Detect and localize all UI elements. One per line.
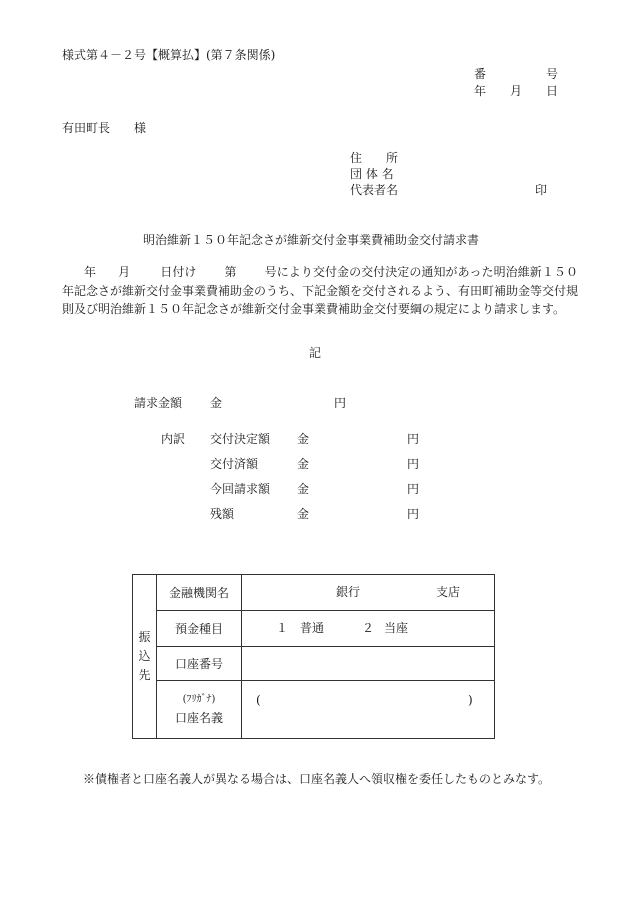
breakdown-item-name: 残額 (210, 507, 235, 521)
body-dai: 第 (224, 265, 237, 279)
breakdown-item-yen: 円 (407, 482, 420, 496)
account-number-label: 口座番号 (157, 647, 242, 681)
breakdown-item-name: 交付済額 (210, 457, 259, 471)
request-amount-label: 請求金額 (134, 396, 183, 410)
side-char: 振 (138, 630, 151, 644)
transfer-destination-label (133, 575, 157, 739)
account-holder-label: 口座名義 (174, 710, 223, 725)
branch-suffix: 支店 (436, 585, 461, 599)
breakdown-item-yen: 円 (407, 507, 420, 521)
ki-mark: 記 (309, 346, 322, 360)
request-yen: 円 (334, 396, 347, 410)
bank-suffix: 銀行 (336, 585, 361, 599)
body-rest: 号により交付金の交付決定の通知があった明治維新１５０年記念さが維新交付金事業費補助金のうち、下記金額を交付されるよう、有田町補助金等交付規則及び明治維新１５０年記念さが維新交付金事業費補助金交付要綱の規定により請求します。 (62, 265, 579, 316)
option-ordinary-number: １ (276, 621, 289, 635)
date-year-label: 年 (474, 84, 487, 98)
breakdown-label: 内訳 (161, 432, 186, 446)
breakdown-item-yen: 円 (407, 457, 420, 471)
furigana-paren-close: ) (468, 693, 473, 707)
number-ban-label: 番 (474, 67, 487, 81)
option-current: 当座 (384, 621, 409, 635)
bank-transfer-table (132, 574, 495, 739)
addressee-name: 有田町長 (62, 121, 111, 135)
side-char: 先 (138, 668, 151, 682)
institution-cell[interactable] (242, 575, 495, 611)
footnote: ※債権者と口座名義人が異なる場合は、口座名義人へ領収権を委任したものとみなす。 (83, 772, 551, 786)
furigana-label: (ﾌﾘｶﾞﾅ) (182, 693, 216, 705)
date-day-label: 日 (546, 84, 559, 98)
side-char: 込 (138, 649, 151, 663)
body-year: 年 (84, 265, 97, 279)
body-dated: 日付け (160, 265, 197, 279)
deposit-type-cell[interactable] (242, 611, 495, 647)
option-current-number: ２ (362, 621, 375, 635)
body-paragraph (62, 263, 578, 319)
furigana-paren-open: ( (256, 693, 261, 707)
breakdown-item-kin: 金 (297, 482, 310, 496)
deposit-type-label: 預金種目 (157, 611, 242, 647)
seal-mark: 印 (535, 183, 548, 197)
body-month: 月 (118, 265, 131, 279)
applicant-rep-label: 代表者名 (350, 183, 399, 197)
breakdown-item-name: 今回請求額 (210, 482, 271, 496)
breakdown-item-kin: 金 (297, 507, 310, 521)
document-title: 明治維新１５０年記念さが維新交付金事業費補助金交付請求書 (143, 233, 480, 247)
account-holder-cell[interactable] (242, 681, 495, 739)
account-number-cell[interactable] (242, 647, 495, 681)
breakdown-item-kin: 金 (297, 457, 310, 471)
form-number: 様式第４－２号【概算払】(第７条関係) (62, 48, 276, 62)
option-ordinary: 普通 (300, 621, 325, 635)
addressee-honorific: 様 (134, 121, 147, 135)
account-holder-label-cell (157, 681, 242, 739)
breakdown-item-kin: 金 (297, 432, 310, 446)
breakdown-item-name: 交付決定額 (210, 432, 271, 446)
breakdown-item-yen: 円 (407, 432, 420, 446)
date-month-label: 月 (510, 84, 523, 98)
applicant-address-label: 住 所 (350, 151, 399, 165)
request-kin: 金 (210, 396, 223, 410)
applicant-group-label: 団 体 名 (350, 167, 394, 181)
number-go-label: 号 (546, 67, 559, 81)
institution-label: 金融機関名 (157, 575, 242, 611)
